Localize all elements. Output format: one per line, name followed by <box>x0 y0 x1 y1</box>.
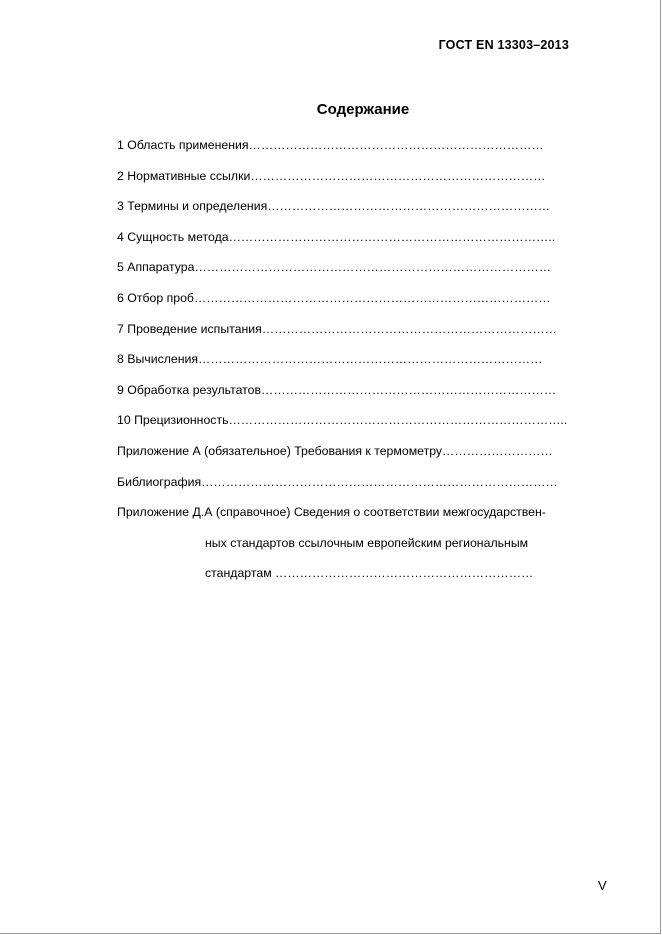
toc-entry-apparatus: 5 Аппаратура…………………………………………………………………………… <box>117 260 552 275</box>
toc-entry-annex-da-continued: ных стандартов ссылочным европейским региональным <box>205 535 529 550</box>
toc-entry-precision: 10 Прецизионность……………………………………………………………………….. <box>117 413 568 428</box>
table-of-contents <box>117 136 607 595</box>
toc-entry-normative-references: 2 Нормативные ссылки……………………………………………………………… <box>117 168 546 183</box>
toc-entry-scope: 1 Область применения……………………………………………………………… <box>117 138 544 152</box>
toc-entry-annex-da-end: стандартам ……………………………………………………… <box>205 566 534 581</box>
toc-entry-results-processing: 9 Обработка результатов……………………………………………………………… <box>117 382 557 397</box>
toc-entry-terms-definitions: 3 Термины и определения…………………………………………………………… <box>117 199 551 214</box>
toc-entry-sampling: 6 Отбор проб…………………………………………………………………………… <box>117 290 551 305</box>
toc-entry-calculation: 8 Вычисления………………………………………………………………………… <box>117 352 543 367</box>
toc-entry-annex-a: Приложение А (обязательное) Требования к термометру……………………… <box>117 443 553 458</box>
page-number: V <box>598 878 607 893</box>
toc-title: Содержание <box>316 101 410 118</box>
document-code: ГОСТ EN 13303–2013 <box>438 38 569 52</box>
toc-entry-bibliography: Библиография…………………………………………………………………………… <box>117 474 558 489</box>
toc-entry-annex-da: Приложение Д.А (справочное) Сведения о соответствии межгосударствен- <box>117 505 546 520</box>
toc-entry-test-procedure: 7 Проведение испытания……………………………………………………………… <box>117 321 557 336</box>
toc-entry-method-principle: 4 Сущность метода…………………………………………………………………….. <box>117 229 556 244</box>
